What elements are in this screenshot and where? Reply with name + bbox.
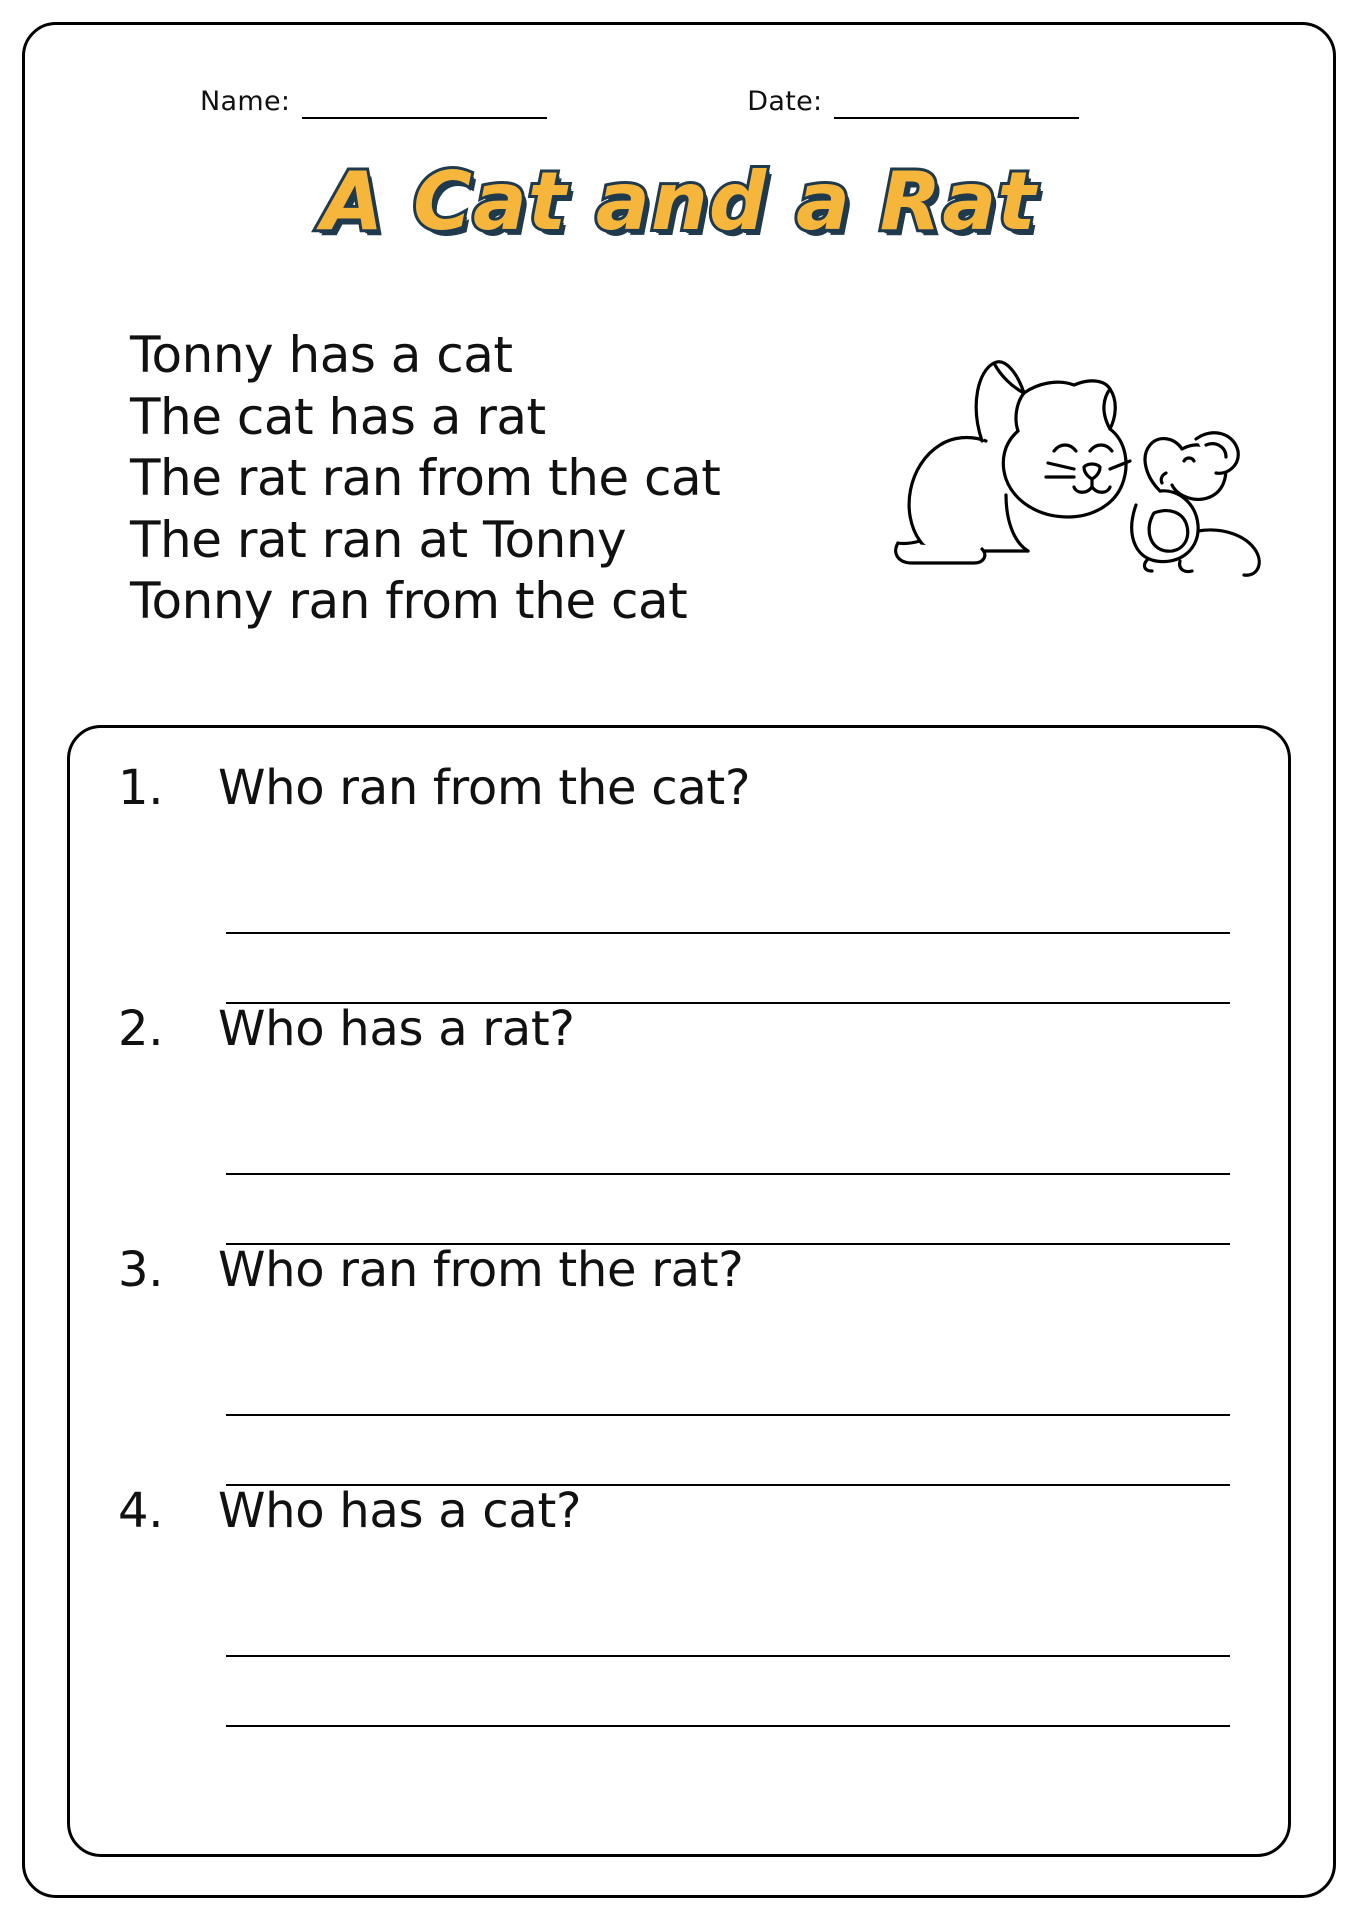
poem-line: The cat has a rat: [130, 387, 546, 446]
answer-area[interactable]: [226, 864, 1230, 1004]
cat-and-rat-illustration: [878, 345, 1278, 595]
date-label: Date:: [747, 86, 823, 117]
answer-area[interactable]: [226, 1587, 1230, 1727]
answer-line[interactable]: [226, 1587, 1230, 1657]
student-header: [25, 73, 1333, 119]
question-item: [118, 1001, 1240, 1242]
answer-line[interactable]: [226, 1416, 1230, 1486]
question-number: 3.: [118, 1242, 164, 1298]
question-heading: [118, 1001, 1240, 1057]
poem-line: Tonny has a cat: [130, 326, 513, 384]
question-item: [118, 1483, 1240, 1724]
date-input-line[interactable]: [834, 91, 1079, 119]
question-heading: [118, 1483, 1240, 1539]
answer-line[interactable]: [226, 1346, 1230, 1416]
answer-area[interactable]: [226, 1105, 1230, 1245]
question-item: [118, 1242, 1240, 1483]
question-text: Who ran from the cat?: [218, 760, 751, 816]
question-number: 4.: [118, 1483, 164, 1539]
poem-line: Tonny ran from the cat: [130, 572, 688, 630]
answer-line[interactable]: [226, 934, 1230, 1004]
question-text: Who has a cat?: [218, 1483, 582, 1539]
name-input-line[interactable]: [302, 91, 547, 119]
question-text: Who has a rat?: [218, 1001, 575, 1057]
page-title: A Cat and a Rat: [321, 155, 1037, 248]
question-item: [118, 760, 1240, 1001]
answer-line[interactable]: [226, 1657, 1230, 1727]
cat-and-rat-drawing: [878, 345, 1278, 595]
title-container: [25, 155, 1333, 248]
name-field[interactable]: [200, 86, 547, 119]
worksheet-border: [22, 22, 1336, 1898]
name-label: Name:: [200, 86, 291, 117]
question-heading: [118, 760, 1240, 816]
poem-text: [130, 325, 770, 633]
answer-area[interactable]: [226, 1346, 1230, 1486]
date-field[interactable]: [747, 86, 1079, 119]
answer-line[interactable]: [226, 864, 1230, 934]
question-number: 2.: [118, 1001, 164, 1057]
question-text: Who ran from the rat?: [218, 1242, 744, 1298]
question-heading: [118, 1242, 1240, 1298]
poem-line: The rat ran from the cat: [130, 449, 721, 507]
answer-line[interactable]: [226, 1175, 1230, 1245]
question-number: 1.: [118, 760, 164, 816]
poem-line: The rat ran at Tonny: [130, 510, 627, 569]
answer-line[interactable]: [226, 1105, 1230, 1175]
questions-box: [67, 725, 1291, 1857]
